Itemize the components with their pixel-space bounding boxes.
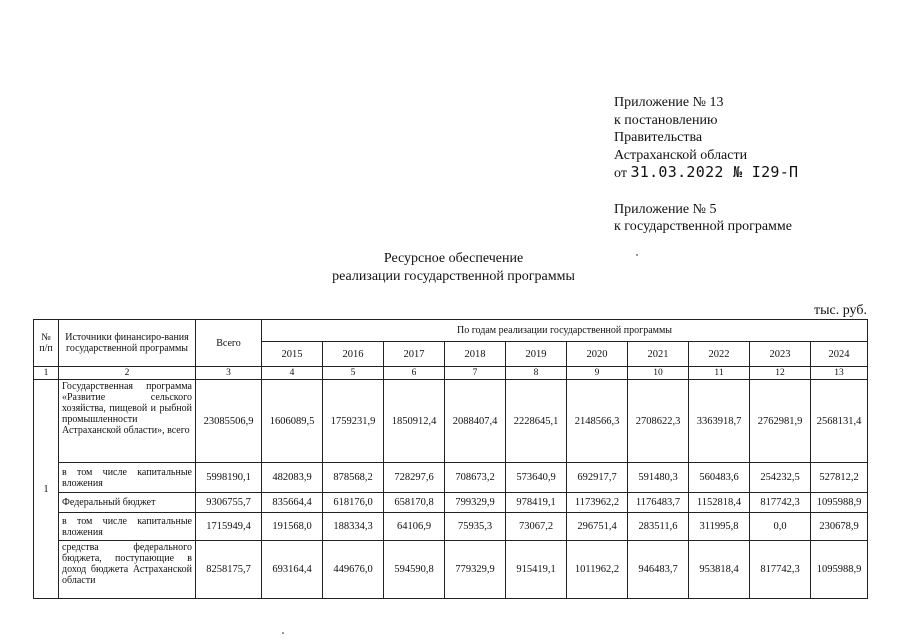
column-number: 10 xyxy=(628,367,689,380)
year-header: 2024 xyxy=(811,342,868,367)
cell-value: 817742,3 xyxy=(750,541,811,599)
appendix-line-4: Астраханской области xyxy=(614,147,748,163)
cell-value: 799329,9 xyxy=(445,493,506,513)
cell-value: 191568,0 xyxy=(262,513,323,541)
column-number: 3 xyxy=(196,367,262,380)
appendix-header xyxy=(614,94,894,236)
cell-value: 296751,4 xyxy=(567,513,628,541)
cell-value: 946483,7 xyxy=(628,541,689,599)
resolution-date-line xyxy=(614,164,894,183)
cell-value: 693164,4 xyxy=(262,541,323,599)
column-number: 12 xyxy=(750,367,811,380)
cell-value: 449676,0 xyxy=(323,541,384,599)
appendix-line-6: Приложение № 5 xyxy=(614,201,717,217)
header-total: Всего xyxy=(196,320,262,367)
table-row xyxy=(34,380,868,463)
cell-value: 728297,6 xyxy=(384,463,445,493)
cell-value: 708673,2 xyxy=(445,463,506,493)
year-header: 2020 xyxy=(567,342,628,367)
document-title xyxy=(0,250,905,286)
cell-value: 2708622,3 xyxy=(628,380,689,463)
appendix-line-1: Приложение № 13 xyxy=(614,95,724,110)
year-header: 2021 xyxy=(628,342,689,367)
cell-value: 1095988,9 xyxy=(811,493,868,513)
column-number: 9 xyxy=(567,367,628,380)
cell-value: 1606089,5 xyxy=(262,380,323,463)
column-number: 11 xyxy=(689,367,750,380)
cell-value: 618176,0 xyxy=(323,493,384,513)
cell-value: 1850912,4 xyxy=(384,380,445,463)
cell-value: 2228645,1 xyxy=(506,380,567,463)
cell-value: 1176483,7 xyxy=(628,493,689,513)
cell-value: 3363918,7 xyxy=(689,380,750,463)
column-number: 7 xyxy=(445,367,506,380)
column-number: 6 xyxy=(384,367,445,380)
cell-value: 835664,4 xyxy=(262,493,323,513)
row-source: в том числе капитальные вложения xyxy=(59,463,196,493)
cell-value: 311995,8 xyxy=(689,513,750,541)
cell-value: 658170,8 xyxy=(384,493,445,513)
cell-value: 1095988,9 xyxy=(811,541,868,599)
year-header: 2019 xyxy=(506,342,567,367)
cell-value: 64106,9 xyxy=(384,513,445,541)
cell-value: 573640,9 xyxy=(506,463,567,493)
units-label: тыс. руб. xyxy=(814,303,867,318)
cell-value: 817742,3 xyxy=(750,493,811,513)
column-number: 5 xyxy=(323,367,384,380)
year-header: 2018 xyxy=(445,342,506,367)
row-source: Государственная программа «Развитие сельского хозяйства, пищевой и рыбной промышленности Астраханской области», всего xyxy=(59,380,196,463)
scan-speck xyxy=(282,632,284,634)
year-header: 2022 xyxy=(689,342,750,367)
cell-value: 73067,2 xyxy=(506,513,567,541)
column-numbers-row xyxy=(34,367,868,380)
table-row xyxy=(34,463,868,493)
cell-value: 1759231,9 xyxy=(323,380,384,463)
table-row xyxy=(34,513,868,541)
date-prefix: от xyxy=(614,166,627,181)
cell-value: 482083,9 xyxy=(262,463,323,493)
row-source: в том числе капитальные вложения xyxy=(59,513,196,541)
cell-value: 188334,3 xyxy=(323,513,384,541)
cell-value: 2088407,4 xyxy=(445,380,506,463)
cell-value: 953818,4 xyxy=(689,541,750,599)
table-row xyxy=(34,541,868,599)
cell-value: 1173962,2 xyxy=(567,493,628,513)
cell-value: 692917,7 xyxy=(567,463,628,493)
cell-value: 527812,2 xyxy=(811,463,868,493)
cell-value: 915419,1 xyxy=(506,541,567,599)
row-total: 8258175,7 xyxy=(196,541,262,599)
cell-value: 1011962,2 xyxy=(567,541,628,599)
row-source: средства федерального бюджета, поступающие в доход бюджета Астраханской области xyxy=(59,541,196,599)
cell-value: 878568,2 xyxy=(323,463,384,493)
title-line-2: реализации государственной программы xyxy=(332,269,575,284)
year-header: 2016 xyxy=(323,342,384,367)
column-number: 2 xyxy=(59,367,196,380)
cell-value: 0,0 xyxy=(750,513,811,541)
row-total: 5998190,1 xyxy=(196,463,262,493)
row-group-number: 1 xyxy=(34,380,59,599)
year-header: 2017 xyxy=(384,342,445,367)
cell-value: 230678,9 xyxy=(811,513,868,541)
scan-speck xyxy=(636,254,638,256)
header-by-years: По годам реализации государственной программы xyxy=(262,320,868,342)
header-source: Источники финансиро-вания государственной программы xyxy=(59,320,196,367)
cell-value: 2148566,3 xyxy=(567,380,628,463)
row-source: Федеральный бюджет xyxy=(59,493,196,513)
appendix-line-3: Правительства xyxy=(614,130,703,145)
cell-value: 2762981,9 xyxy=(750,380,811,463)
row-total: 1715949,4 xyxy=(196,513,262,541)
year-header: 2023 xyxy=(750,342,811,367)
cell-value: 978419,1 xyxy=(506,493,567,513)
column-number: 1 xyxy=(34,367,59,380)
cell-value: 2568131,4 xyxy=(811,380,868,463)
cell-value: 779329,9 xyxy=(445,541,506,599)
cell-value: 560483,6 xyxy=(689,463,750,493)
resource-table xyxy=(33,319,868,599)
row-total: 23085506,9 xyxy=(196,380,262,463)
table-row xyxy=(34,493,868,513)
cell-value: 75935,3 xyxy=(445,513,506,541)
column-number: 4 xyxy=(262,367,323,380)
cell-value: 254232,5 xyxy=(750,463,811,493)
cell-value: 283511,6 xyxy=(628,513,689,541)
cell-value: 594590,8 xyxy=(384,541,445,599)
row-total: 9306755,7 xyxy=(196,493,262,513)
appendix-line-7: к государственной программе xyxy=(614,219,792,234)
cell-value: 1152818,4 xyxy=(689,493,750,513)
title-line-1: Ресурсное обеспечение xyxy=(383,251,524,266)
header-num: № п/п xyxy=(34,320,59,367)
column-number: 13 xyxy=(811,367,868,380)
column-number: 8 xyxy=(506,367,567,380)
resolution-date-number: 31.03.2022 № I29-П xyxy=(630,163,799,181)
appendix-line-2: к постановлению xyxy=(614,112,718,128)
cell-value: 591480,3 xyxy=(628,463,689,493)
year-header: 2015 xyxy=(262,342,323,367)
